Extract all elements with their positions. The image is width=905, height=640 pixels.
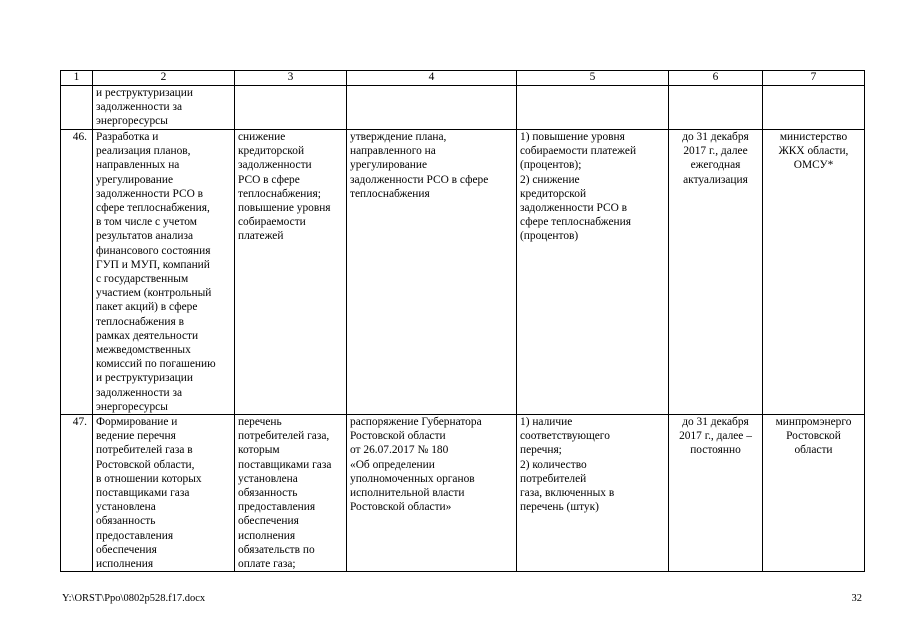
row-number	[61, 86, 93, 130]
table-row	[61, 130, 865, 415]
indicator-cell	[517, 86, 669, 130]
measure-cell: Формирование и ведение перечня потребителей газа в Ростовской области, в отношении которых поставщиками газа установлена обязанность предоставления обеспечения исполнения	[93, 415, 235, 572]
responsible-cell: минпромэнерго Ростовской области	[763, 415, 865, 572]
deadline-cell: до 31 декабря 2017 г., далее – постоянно	[669, 415, 763, 572]
column-header-6: 6	[669, 71, 763, 86]
result-cell: перечень потребителей газа, которым поставщиками газа установлена обязанность предоставления обеспечения исполнения обязательств по оплате газа;	[235, 415, 347, 572]
column-header-1: 1	[61, 71, 93, 86]
footer-file-path: Y:\ORST\Ppo\0802p528.f17.docx	[62, 593, 206, 604]
table-row	[61, 86, 865, 130]
row-number: 46.	[61, 130, 93, 415]
indicator-cell: 1) наличие соответствующего перечня; 2) количество потребителей газа, включенных в перечень (штук)	[517, 415, 669, 572]
indicator-cell: 1) повышение уровня собираемости платежей (процентов); 2) снижение кредиторской задолженности РСО в сфере теплоснабжения (процентов)	[517, 130, 669, 415]
measure-cell: и реструктуризации задолженности за энергоресурсы	[93, 86, 235, 130]
result-cell	[235, 86, 347, 130]
column-header-7: 7	[763, 71, 865, 86]
column-header-3: 3	[235, 71, 347, 86]
row-number: 47.	[61, 415, 93, 572]
column-header-4: 4	[347, 71, 517, 86]
page-number: 32	[851, 593, 862, 604]
deadline-cell: до 31 декабря 2017 г., далее ежегодная актуализация	[669, 130, 763, 415]
document-table	[60, 70, 865, 572]
responsible-cell	[763, 86, 865, 130]
column-header-5: 5	[517, 71, 669, 86]
measure-cell: Разработка и реализация планов, направленных на урегулирование задолженности РСО в сфере теплоснабжения, в том числе с учетом результатов анализа финансового состояния ГУП и МУП, компаний с государственным участием (контрольный пакет акций) в сфере теплоснабжения в рамках деятельности межведомственных комиссий по погашению и реструктуризации задолженности за энергоресурсы	[93, 130, 235, 415]
column-header-2: 2	[93, 71, 235, 86]
table-header-row	[61, 71, 865, 86]
deadline-cell	[669, 86, 763, 130]
result-cell: снижение кредиторской задолженности РСО в сфере теплоснабжения; повышение уровня собираемости платежей	[235, 130, 347, 415]
table-row	[61, 415, 865, 572]
document-cell: утверждение плана, направленного на урегулирование задолженности РСО в сфере теплоснабжения	[347, 130, 517, 415]
document-cell	[347, 86, 517, 130]
document-cell: распоряжение Губернатора Ростовской области от 26.07.2017 № 180 «Об определении уполномоченных органов исполнительной власти Ростовской области»	[347, 415, 517, 572]
responsible-cell: министерство ЖКХ области, ОМСУ*	[763, 130, 865, 415]
